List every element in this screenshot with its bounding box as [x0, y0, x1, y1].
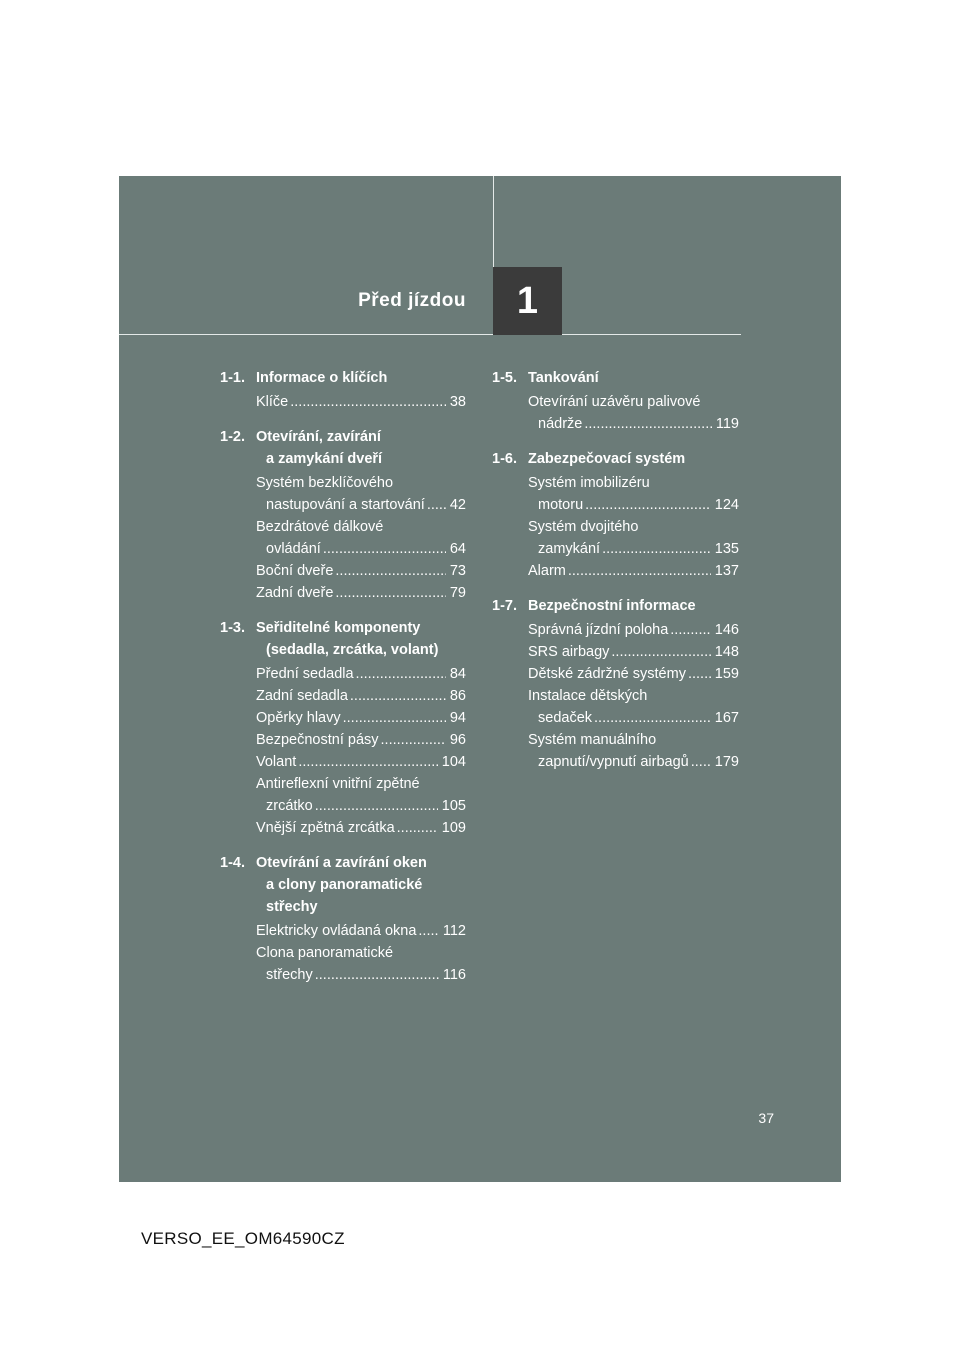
- section-heading: [492, 448, 739, 470]
- dot-leader: [315, 964, 439, 986]
- entry-page-number: 104: [441, 754, 466, 770]
- entry-text-line: Volant: [256, 754, 297, 770]
- toc-entry[interactable]: [528, 685, 739, 729]
- toc-entry[interactable]: [256, 560, 466, 582]
- entry-line: [528, 641, 739, 663]
- entry-text-line: Boční dveře: [256, 563, 334, 579]
- entry-page-number: 109: [441, 820, 466, 836]
- toc-section: [220, 852, 466, 986]
- chapter-number-badge: 1: [493, 267, 562, 335]
- entry-text-line: střechy: [266, 967, 313, 983]
- entry-page-number: 79: [449, 585, 466, 601]
- dot-leader: [290, 391, 446, 413]
- entry-page-number: 179: [714, 754, 739, 770]
- entry-text-line: zamykání: [538, 541, 601, 557]
- toc-section: [492, 448, 739, 582]
- toc-entry[interactable]: [528, 516, 739, 560]
- toc-entry[interactable]: [256, 707, 466, 729]
- entry-page-number: 105: [441, 798, 466, 814]
- toc-column-right: [492, 367, 739, 786]
- section-number: 1-7.: [492, 598, 517, 614]
- entry-page-number: 94: [449, 710, 466, 726]
- entry-text-line: Vnější zpětná zrcátka: [256, 820, 395, 836]
- entry-line: [528, 494, 739, 516]
- section-title-line: Otevírání, zavírání: [256, 429, 381, 445]
- entry-text-line: Systém imobilizéru: [528, 475, 650, 491]
- dot-leader: [584, 413, 712, 435]
- entry-text-line: Zadní dveře: [256, 585, 334, 601]
- document-code: VERSO_EE_OM64590CZ: [141, 1229, 345, 1248]
- toc-entry[interactable]: [256, 582, 466, 604]
- entry-line: [528, 663, 739, 685]
- entry-line: [528, 538, 739, 560]
- entry-line: [256, 751, 466, 773]
- dot-leader: [602, 538, 711, 560]
- entry-page-number: 96: [449, 732, 466, 748]
- entry-page-number: 159: [714, 666, 739, 682]
- entry-page-number: 135: [714, 541, 739, 557]
- entry-text-line: Dětské zádržné systémy: [528, 666, 686, 682]
- dot-leader: [335, 560, 445, 582]
- dot-leader: [568, 560, 711, 582]
- page-number: 37: [758, 1110, 774, 1126]
- section-title-line: a zamykání dveří: [266, 451, 383, 467]
- dot-leader: [298, 751, 437, 773]
- toc-entry[interactable]: [528, 560, 739, 582]
- entry-page-number: 119: [715, 416, 739, 432]
- section-title: [256, 617, 466, 661]
- entry-text-line: Systém manuálního: [528, 732, 657, 748]
- section-title: [528, 595, 739, 617]
- toc-entry[interactable]: [256, 729, 466, 751]
- entry-text-line: zapnutí/vypnutí airbagů: [538, 754, 689, 770]
- divider-horizontal: [119, 334, 741, 335]
- section-title: [528, 448, 739, 470]
- section-number: 1-4.: [220, 855, 245, 871]
- entry-line: [528, 751, 739, 773]
- entry-page-number: 84: [449, 666, 466, 682]
- entry-text-line: nastupování a startování: [266, 497, 425, 513]
- section-title-line: (sedadla, zrcátka, volant): [266, 642, 439, 658]
- section-number: 1-6.: [492, 451, 517, 467]
- entry-text-line: Opěrky hlavy: [256, 710, 341, 726]
- entry-line: [256, 964, 466, 986]
- section-number: 1-5.: [492, 370, 517, 386]
- divider-vertical: [493, 176, 494, 267]
- entry-text-line: Systém dvojitého: [528, 519, 639, 535]
- dot-leader: [427, 494, 446, 516]
- toc-entry[interactable]: [256, 942, 466, 986]
- toc-section: [220, 367, 466, 413]
- toc-entry[interactable]: [528, 641, 739, 663]
- toc-entry[interactable]: [528, 391, 739, 435]
- toc-section: [492, 595, 739, 773]
- entry-line: [256, 494, 466, 516]
- entry-text-line: Správná jízdní poloha: [528, 622, 669, 638]
- section-heading: [220, 426, 466, 470]
- section-title-line: a clony panoramatické: [266, 877, 423, 893]
- entry-text-line: ovládání: [266, 541, 321, 557]
- section-heading: [220, 617, 466, 661]
- dot-leader: [323, 538, 446, 560]
- toc-entry[interactable]: [256, 920, 466, 942]
- entry-line: [256, 582, 466, 604]
- entry-line: [256, 685, 466, 707]
- section-heading: [492, 595, 739, 617]
- entry-text-line: sedaček: [538, 710, 593, 726]
- section-title-line: Tankování: [528, 370, 599, 386]
- entry-line: [256, 817, 466, 839]
- chapter-title: Před jízdou: [358, 290, 466, 311]
- toc-entry[interactable]: [256, 472, 466, 516]
- entry-line: [256, 920, 466, 942]
- toc-entry[interactable]: [256, 773, 466, 817]
- section-number: 1-3.: [220, 620, 245, 636]
- section-title: [528, 367, 739, 389]
- dot-leader: [315, 795, 438, 817]
- section-heading: [220, 367, 466, 389]
- section-title-line: střechy: [266, 899, 318, 915]
- section-title-line: Seřiditelné komponenty: [256, 620, 421, 636]
- entry-line: [256, 391, 466, 413]
- toc-section: [492, 367, 739, 435]
- section-title: [256, 852, 466, 918]
- entry-page-number: 137: [714, 563, 739, 579]
- entry-line: [256, 795, 466, 817]
- entry-text-line: Bezdrátové dálkové: [256, 519, 384, 535]
- toc-entry[interactable]: [256, 817, 466, 839]
- entry-text-line: Otevírání uzávěru palivové: [528, 394, 701, 410]
- dot-leader: [335, 582, 445, 604]
- dot-leader: [611, 641, 710, 663]
- entry-line: [256, 663, 466, 685]
- dot-leader: [691, 751, 711, 773]
- entry-text-line: motoru: [538, 497, 584, 513]
- entry-text-line: SRS airbagy: [528, 644, 610, 660]
- toc-section: [220, 617, 466, 839]
- entry-line: [256, 729, 466, 751]
- entry-page-number: 86: [449, 688, 466, 704]
- entry-text-line: Systém bezklíčového: [256, 475, 394, 491]
- section-heading: [492, 367, 739, 389]
- entry-text-line: Instalace dětských: [528, 688, 648, 704]
- toc-entry[interactable]: [528, 472, 739, 516]
- toc-entry[interactable]: [528, 663, 739, 685]
- entry-line: [256, 538, 466, 560]
- dot-leader: [594, 707, 711, 729]
- section-number: 1-1.: [220, 370, 245, 386]
- dot-leader: [381, 729, 446, 751]
- toc-entry[interactable]: [256, 663, 466, 685]
- section-title: [256, 367, 466, 389]
- section-title-line: Informace o klíčích: [256, 370, 388, 386]
- entry-text-line: nádrže: [538, 416, 583, 432]
- section-title-line: Zabezpečovací systém: [528, 451, 686, 467]
- entry-page-number: 146: [714, 622, 739, 638]
- entry-text-line: Bezpečnostní pásy: [256, 732, 379, 748]
- entry-page-number: 167: [714, 710, 739, 726]
- section-heading: [220, 852, 466, 918]
- entry-text-line: zrcátko: [266, 798, 313, 814]
- toc-entry[interactable]: [256, 751, 466, 773]
- dot-leader: [585, 494, 711, 516]
- entry-page-number: 73: [449, 563, 466, 579]
- entry-line: [528, 619, 739, 641]
- entry-text-line: Klíče: [256, 394, 289, 410]
- toc-section: [220, 426, 466, 604]
- toc-entry[interactable]: [528, 729, 739, 773]
- entry-page-number: 116: [442, 967, 466, 983]
- dot-leader: [397, 817, 438, 839]
- toc-entry[interactable]: [256, 391, 466, 413]
- entry-line: [528, 707, 739, 729]
- entry-text-line: Antireflexní vnitřní zpětné: [256, 776, 420, 792]
- section-title-line: Bezpečnostní informace: [528, 598, 696, 614]
- dot-leader: [688, 663, 711, 685]
- entry-page-number: 124: [714, 497, 739, 513]
- entry-text-line: Přední sedadla: [256, 666, 354, 682]
- entry-line: [528, 413, 739, 435]
- dot-leader: [350, 685, 446, 707]
- dot-leader: [418, 920, 438, 942]
- section-title-line: Otevírání a zavírání oken: [256, 855, 427, 871]
- dot-leader: [670, 619, 711, 641]
- toc-entry[interactable]: [256, 685, 466, 707]
- entry-text-line: Clona panoramatické: [256, 945, 394, 961]
- entry-page-number: 112: [442, 923, 466, 939]
- entry-line: [256, 560, 466, 582]
- entry-line: [256, 707, 466, 729]
- entry-text-line: Zadní sedadla: [256, 688, 348, 704]
- entry-page-number: 64: [449, 541, 466, 557]
- section-title: [256, 426, 466, 470]
- entry-page-number: 38: [449, 394, 466, 410]
- entry-text-line: Elektricky ovládaná okna: [256, 923, 417, 939]
- toc-entry[interactable]: [528, 619, 739, 641]
- dot-leader: [343, 707, 446, 729]
- entry-text-line: Alarm: [528, 563, 566, 579]
- entry-page-number: 42: [449, 497, 466, 513]
- section-number: 1-2.: [220, 429, 245, 445]
- toc-entry[interactable]: [256, 516, 466, 560]
- dot-leader: [356, 663, 446, 685]
- entry-page-number: 148: [714, 644, 739, 660]
- entry-line: [528, 560, 739, 582]
- toc-column-left: [220, 367, 466, 999]
